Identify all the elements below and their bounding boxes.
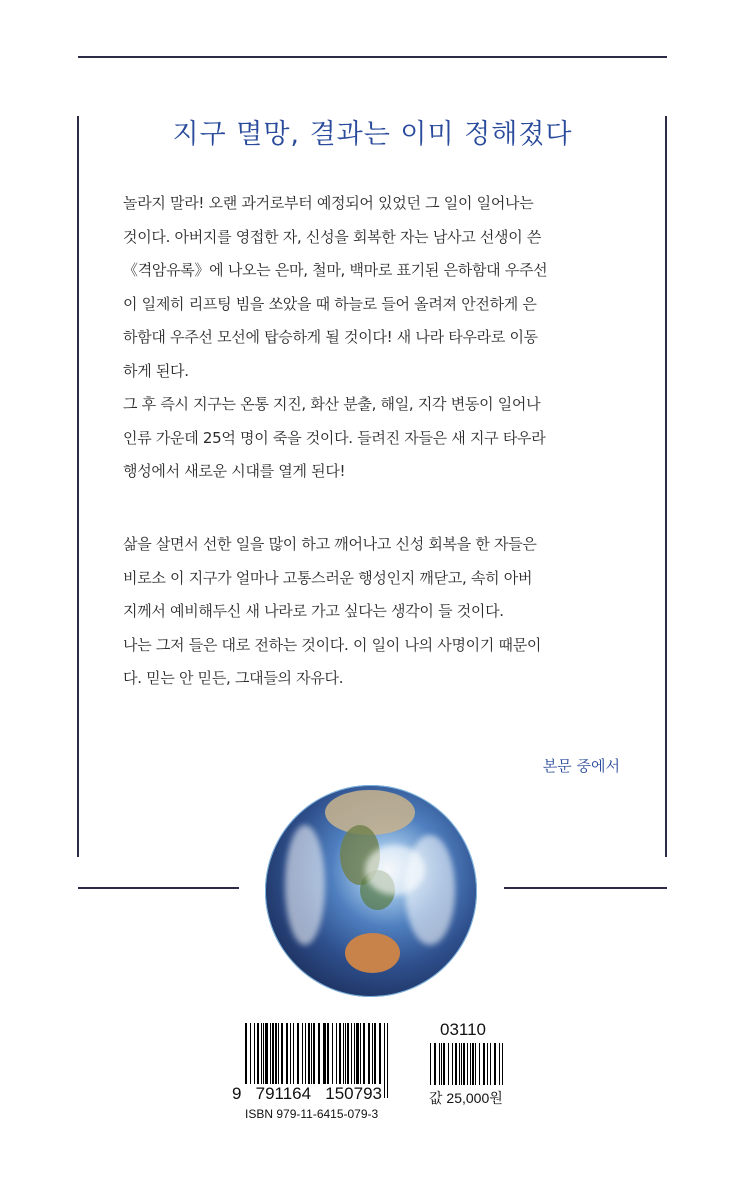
excerpt-line: 삶을 살면서 선한 일을 많이 하고 깨어나고 신성 회복을 한 자들은 [123,535,537,553]
barcode-bar [494,1043,496,1085]
excerpt-line: 인류 가운데 25억 명이 죽을 것이다. 들려진 자들은 새 지구 타우라 [123,428,546,447]
barcode-bar [443,1043,445,1085]
price-label: 값 25,000원 [429,1090,503,1106]
isbn-digits: 9 791164 150793 [232,1084,382,1103]
excerpt-line: 지께서 예비해두신 새 나라로 가고 싶다는 생각이 들 것이다. [123,602,504,620]
excerpt-paragraph-2 [123,528,628,696]
excerpt-line: 놀라지 말라! 오랜 과거로부터 예정되어 있었던 그 일이 일어나는 [123,194,534,212]
excerpt-line: 다. 믿는 안 믿든, 그대들의 자유다. [123,669,344,687]
excerpt-source: 본문 중에서 [542,757,620,775]
barcode-bar [490,1043,491,1085]
barcode-bar [434,1043,436,1085]
barcode-bar [448,1043,449,1085]
frame-left-rule [77,116,79,857]
barcode-bar [472,1043,474,1085]
barcode-bar [467,1043,468,1085]
barcode-bar [502,1043,503,1085]
barcode-bar [430,1043,431,1085]
barcode-bar [384,1023,385,1098]
excerpt-paragraph-1 [123,187,628,489]
left-horizon-rule [78,887,239,889]
frame-right-rule [665,116,667,857]
barcode-bar [439,1043,440,1085]
barcode-bar [470,1043,471,1085]
excerpt-line: 행성에서 새로운 시대를 열게 된다! [123,462,346,480]
barcode-bar [499,1043,500,1085]
excerpt-line: 《격암유록》에 나오는 은마, 철마, 백마로 표기된 은하함대 우주선 [123,261,548,279]
barcode-bar [463,1043,465,1085]
cover-headline: 지구 멸망, 결과는 이미 정해졌다 [172,119,573,150]
barcode-bar [475,1043,476,1085]
isbn-label: ISBN 979-11-6415-079-3 [245,1107,379,1121]
barcode-bar [452,1043,453,1085]
right-horizon-rule [504,887,667,889]
excerpt-line: 하함대 우주선 모선에 탑승하게 될 것이다! 새 나라 타우라로 이동 [123,328,538,346]
excerpt-line: 그 후 즉시 지구는 온통 지진, 화산 분출, 해일, 지각 변동이 일어나 [123,395,541,413]
excerpt-line: 하게 된다. [123,361,189,380]
barcode-bar [459,1043,460,1085]
barcode-bar [387,1023,388,1098]
barcode-bar [479,1043,480,1085]
top-rule [78,56,667,58]
addon-code: 03110 [440,1020,487,1039]
barcode-bar [483,1043,485,1085]
addon-barcode [430,1043,505,1085]
excerpt-line: 비로소 이 지구가 얼마나 고통스러운 행성인지 깨닫고, 속히 아버 [123,568,533,587]
earth-globe-image [265,785,477,997]
excerpt-line: 이 일제히 리프팅 빔을 쏘았을 때 하늘로 들어 올려져 안전하게 은 [123,294,537,313]
excerpt-line: 것이다. 아버지를 영접한 자, 신성을 회복한 자는 남사고 선생이 쓴 [123,227,542,246]
barcode-bar [455,1043,457,1085]
barcode-bar [441,1043,442,1085]
excerpt-line: 나는 그저 들은 대로 전하는 것이다. 이 일이 나의 사명이기 때문이 [123,635,542,654]
barcode-bar [461,1043,462,1085]
barcode-bar [487,1043,488,1085]
